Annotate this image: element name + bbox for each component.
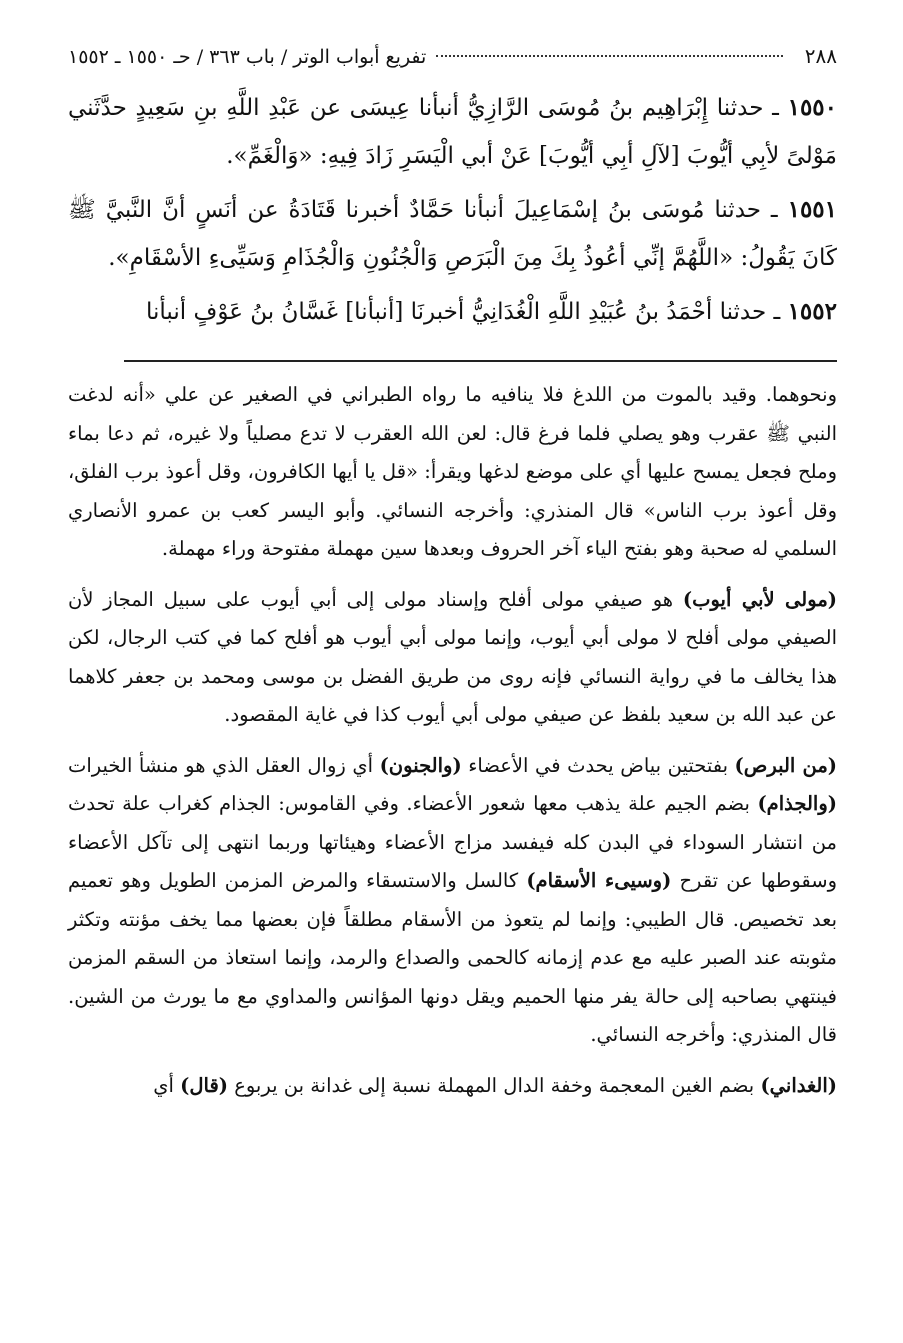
commentary-text: بفتحتين بياض يحدث في الأعضاء (461, 753, 735, 777)
hadith-text: ـ حدثنا إِبْرَاهِيم بنُ مُوسَى الرَّازِيُّ أنبأنا عِيسَى عن عَبْدِ اللَّهِ بنِ سَعِيدٍ حدَّثَني مَوْلىً لأبِي أيُّوبَ [لآلِ أبِي أيُّوبَ] عَنْ أبي الْيَسَرِ زَادَ فِيهِ: «وَالْغَمِّ». (68, 95, 837, 169)
commentary-lemma: (مولى لأبي أيوب) (682, 587, 837, 611)
page-number: ٢٨٨ (804, 44, 837, 68)
hadith-number: ١٥٥٢ (787, 298, 837, 325)
hadith-text: ـ حدثنا أحْمَدُ بنُ عُبَيْدِ اللَّهِ الْغُدَانِيُّ أخبرنَا [أنبأنا] غَسَّانُ بنُ عَوْفٍ أنبأنا (146, 299, 781, 325)
hadith-1552 (68, 288, 837, 336)
commentary-paragraph (68, 581, 837, 735)
commentary-text: هو صيفي مولى أفلح وإسناد مولى إلى أبي أيوب على سبيل المجاز لأن الصيفي مولى أفلح لا مولى أبي أيوب، وإنما مولى أبي أيوب هو أفلح كما في كتب الرجال، لكن هذا يخالف ما في رواية النسائي فإنه روى من طريق الفضل بن موسى ومحمد بن جعفر كلاهما عن عبد الله بن سعيد بلفظ عن صيفي مولى أبي أيوب كذا في غاية المقصود. (68, 587, 837, 726)
hadith-1550 (68, 84, 837, 180)
commentary-lemma: (والجنون) (379, 753, 462, 777)
commentary-text: كالسل والاستسقاء والمرض المزمن الطويل وهو تعميم بعد تخصيص. قال الطيبي: وإنما لم يتعوذ من الأسقام مطلقاً فإن بعضها مما يخف مؤنته وتكثر مثوبته عند الصبر عليه مع عدم إزمانه كالحمى والصداع والرمد، وإنما استعاذ من السقم المزمن فينتهي بصاحبه إلى حالة يفر منها الحميم ويقل دونها المؤانس والمداوي مع ما يورث من الشين. قال المنذري: وأخرجه النسائي. (68, 869, 837, 1046)
header-dotted-leader (436, 55, 782, 57)
commentary-lemma: (وسيىء الأسقام) (526, 869, 672, 892)
commentary-lemma: (الغداني) (760, 1073, 837, 1097)
hadith-number: ١٥٥٠ (787, 94, 838, 121)
running-title: تفريع أبواب الوتر / باب ٣٦٣ / حـ ١٥٥٠ ـ ١٥٥٢ (68, 46, 427, 68)
commentary-text: بضم الغين المعجمة وخفة الدال المهملة نسبة إلى غدانة بن يربوع (228, 1073, 761, 1097)
hadith-1551 (68, 186, 837, 282)
footnote-separator (124, 360, 837, 362)
commentary-lemma: (والجذام) (757, 792, 837, 815)
commentary-lemma: (من البرص) (734, 753, 838, 777)
commentary-section (68, 376, 837, 1105)
commentary-paragraph (68, 376, 837, 569)
commentary-lemma: (قال) (180, 1073, 228, 1097)
commentary-paragraph (68, 747, 837, 1055)
commentary-text: بضم الجيم علة يذهب معها شعور الأعضاء. وفي القاموس: الجذام كغراب علة تحدث من انتشار السوداء في البدن كله فيفسد مزاج الأعضاء وهيئاتها وربما انتهى إلى تآكل الأعضاء وسقوطها عن تقرح (68, 792, 838, 892)
commentary-text: ونحوهما. وقيد بالموت من اللدغ فلا ينافيه ما رواه الطبراني في الصغير عن علي «أنه لدغت النبي ﷺ عقرب وهو يصلي فلما فرغ قال: لعن الله العقرب لا تدع مصلياً ولا غيره، ثم دعا بماء وملح فجعل يمسح عليها أي على موضع لدغها ويقرأ: «قل يا أيها الكافرون، وقل أعوذ برب الفلق، وقل أعوذ برب الناس» قال المنذري: وأخرجه النسائي. وأبو اليسر كعب بن عمرو الأنصاري السلمي له صحبة وهو بفتح الياء آخر الحروف وبعدها سين مهملة مفتوحة وراء مهملة. (68, 383, 837, 560)
hadith-section (68, 84, 837, 336)
page-header (68, 44, 837, 84)
commentary-paragraph (68, 1067, 837, 1106)
hadith-number: ١٥٥١ (787, 196, 838, 223)
commentary-text: أي زوال العقل الذي هو منشأ الخيرات (68, 753, 380, 777)
hadith-text: ـ حدثنا مُوسَى بنُ إسْمَاعِيلَ أنبأنا حَمَّادٌ أخبرنا قَتَادَةُ عن أنَسٍ أنَّ النَّبيَّ ﷺ كَانَ يَقُولُ: «اللَّهُمَّ إنِّي أعُوذُ بِكَ مِنَ الْبَرَصِ وَالْجُنُونِ وَالْجُذَامِ وَسَيِّىءِ الأسْقَامِ». (68, 197, 837, 271)
commentary-text: أي (153, 1073, 181, 1097)
